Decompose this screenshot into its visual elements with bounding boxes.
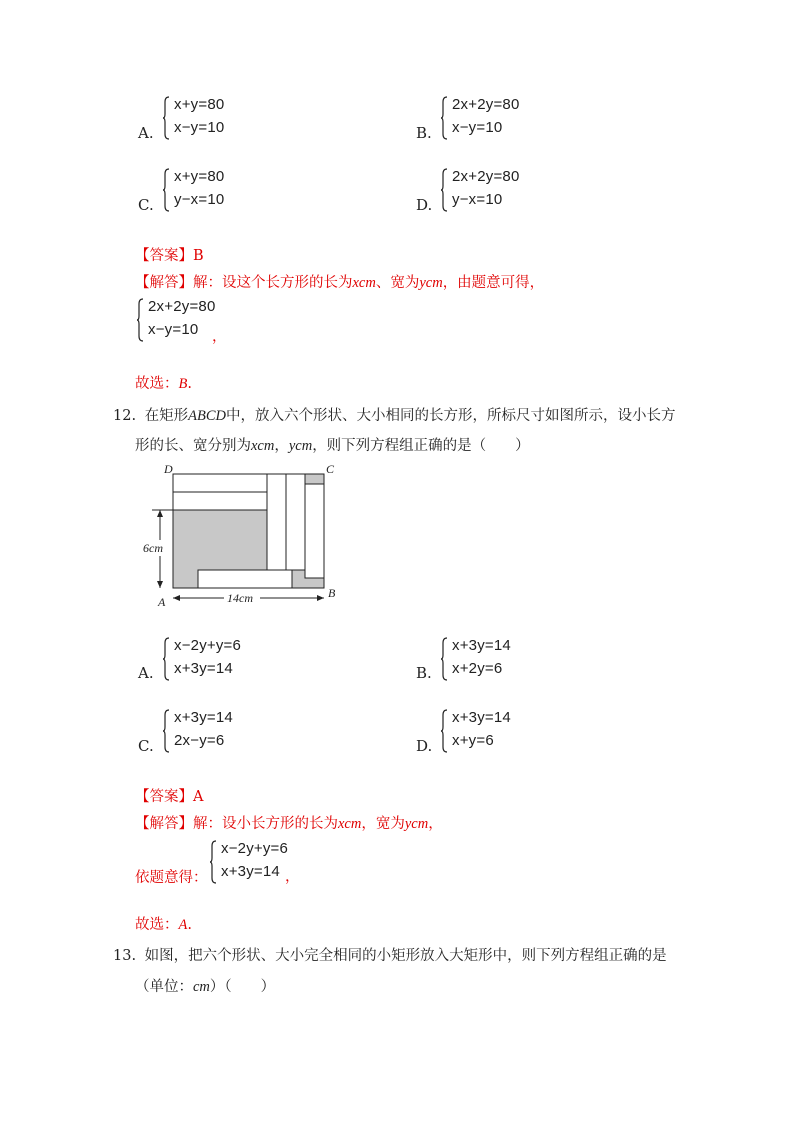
vertex-label-c: C — [326, 462, 335, 476]
width-label: 14cm — [227, 591, 253, 605]
question-number: 13. — [113, 948, 137, 964]
solution-text: ，由题意可得， — [442, 275, 545, 291]
arrow-right-icon — [317, 595, 324, 601]
equation-line-2: y−x=10 — [174, 191, 225, 208]
left-brace-icon — [163, 96, 170, 140]
solution-text: 解：设这个长方形的长为 — [193, 275, 353, 291]
question-text: ，则下列方程组正确的是（ ） — [312, 438, 530, 454]
equation-line-1: 2x+2y=80 — [452, 168, 520, 185]
equation-line-1: 2x+2y=80 — [148, 298, 216, 315]
equation-line-1: x+3y=14 — [174, 709, 233, 726]
option-label: D. — [416, 737, 433, 755]
equation-line-2: y−x=10 — [452, 191, 503, 208]
equation-line-1: 2x+2y=80 — [452, 96, 520, 113]
left-brace-icon — [163, 637, 170, 681]
left-brace-icon — [441, 637, 448, 681]
small-rectangle — [305, 484, 324, 578]
equation-line-2: x+y=6 — [452, 732, 494, 749]
question-text: 在矩形 — [144, 408, 189, 424]
question-text: ）（ ） — [209, 979, 276, 995]
solution-tag: 【解答】 — [135, 275, 193, 291]
left-brace-icon — [137, 298, 144, 342]
q12-sys-prefix: 依题意得： — [135, 870, 208, 886]
question-var: cm — [193, 979, 210, 995]
arrow-left-icon — [173, 595, 180, 601]
question-number: 12. — [113, 408, 137, 424]
q11-answer — [135, 244, 204, 265]
question-text: 如图，把六个形状、大小完全相同的小矩形放入大矩形中，则下列方程组正确的是 — [144, 948, 667, 964]
q11-sys-comma: ， — [212, 329, 227, 345]
answer-value: A — [193, 789, 204, 805]
option-label: A. — [138, 124, 154, 142]
equation-line-1: x+3y=14 — [452, 709, 511, 726]
vertex-label-b: B — [328, 586, 336, 600]
vertex-label-d: D — [164, 462, 173, 476]
equation-line-1: x+3y=14 — [452, 637, 511, 654]
small-rectangle — [173, 474, 267, 492]
equation-line-1: x+y=80 — [174, 96, 225, 113]
q12-figure — [138, 460, 350, 608]
solution-text: 解：设小长方形的长为 — [193, 816, 338, 832]
left-brace-icon — [441, 168, 448, 212]
option-label: C. — [138, 737, 154, 755]
q12-final — [135, 913, 192, 934]
final-suffix: . — [187, 376, 192, 392]
shaded-region — [305, 474, 324, 484]
equation-line-2: x−y=10 — [452, 119, 503, 136]
q11-solution — [135, 271, 544, 292]
equation-line-1: x+y=80 — [174, 168, 225, 185]
solution-var: ycm — [404, 816, 429, 832]
option-label: B. — [416, 124, 432, 142]
left-brace-icon — [163, 168, 170, 212]
height-label: 6cm — [143, 541, 163, 555]
equation-line-2: x−y=10 — [174, 119, 225, 136]
equation-line-2: x−y=10 — [148, 321, 199, 338]
q11-final — [135, 372, 192, 393]
answer-tag: 【答案】 — [135, 248, 193, 264]
question-var: xcm — [251, 438, 275, 454]
vertex-label-a: A — [158, 595, 166, 608]
question-text: （单位： — [135, 979, 193, 995]
small-rectangle — [286, 474, 305, 570]
left-brace-icon — [210, 840, 217, 884]
q12-sys-comma: ， — [285, 869, 300, 885]
equation-line-2: x+2y=6 — [452, 660, 503, 677]
final-value: B — [178, 376, 188, 392]
question-var: ABCD — [188, 408, 227, 424]
answer-value: B — [193, 248, 204, 264]
solution-var: xcm — [352, 275, 376, 291]
option-label: D. — [416, 196, 433, 214]
final-prefix: 故选： — [135, 917, 179, 933]
equation-line-1: x−2y+y=6 — [174, 637, 242, 654]
small-rectangle — [267, 474, 286, 570]
q12-solution — [135, 812, 443, 833]
option-label: A. — [138, 664, 154, 682]
equation-line-2: x+3y=14 — [174, 660, 233, 677]
equation-line-1: x−2y+y=6 — [221, 840, 289, 857]
solution-var: ycm — [419, 275, 443, 291]
question-text: 形的长、宽分别为 — [135, 438, 251, 454]
arrow-up-icon — [157, 510, 163, 517]
left-brace-icon — [163, 709, 170, 753]
arrow-down-icon — [157, 581, 163, 588]
final-prefix: 故选： — [135, 376, 179, 392]
question-var: ycm — [288, 438, 313, 454]
solution-text: ， — [428, 816, 443, 832]
solution-text: ，宽为 — [361, 816, 405, 832]
question-text: 中，放入六个形状、大小相同的长方形，所标尺寸如图所示，设小长方 — [226, 408, 676, 424]
question-text: ， — [274, 438, 289, 454]
answer-tag: 【答案】 — [135, 789, 193, 805]
q12-answer — [135, 785, 203, 806]
option-label: C. — [138, 196, 154, 214]
option-label: B. — [416, 664, 432, 682]
equation-line-2: x+3y=14 — [221, 863, 280, 880]
left-brace-icon — [441, 709, 448, 753]
final-value: A — [178, 917, 188, 933]
left-brace-icon — [441, 96, 448, 140]
solution-var: xcm — [338, 816, 362, 832]
q12-question-line1 — [113, 404, 676, 425]
q13-question-line1 — [113, 944, 667, 965]
small-rectangle — [198, 570, 292, 588]
final-suffix: . — [187, 917, 192, 933]
q13-question-line2 — [135, 975, 275, 996]
equation-line-2: 2x−y=6 — [174, 732, 225, 749]
solution-text: 、宽为 — [375, 275, 420, 291]
small-rectangle — [173, 492, 267, 510]
q12-question-line2 — [135, 434, 530, 455]
solution-tag: 【解答】 — [135, 816, 193, 832]
